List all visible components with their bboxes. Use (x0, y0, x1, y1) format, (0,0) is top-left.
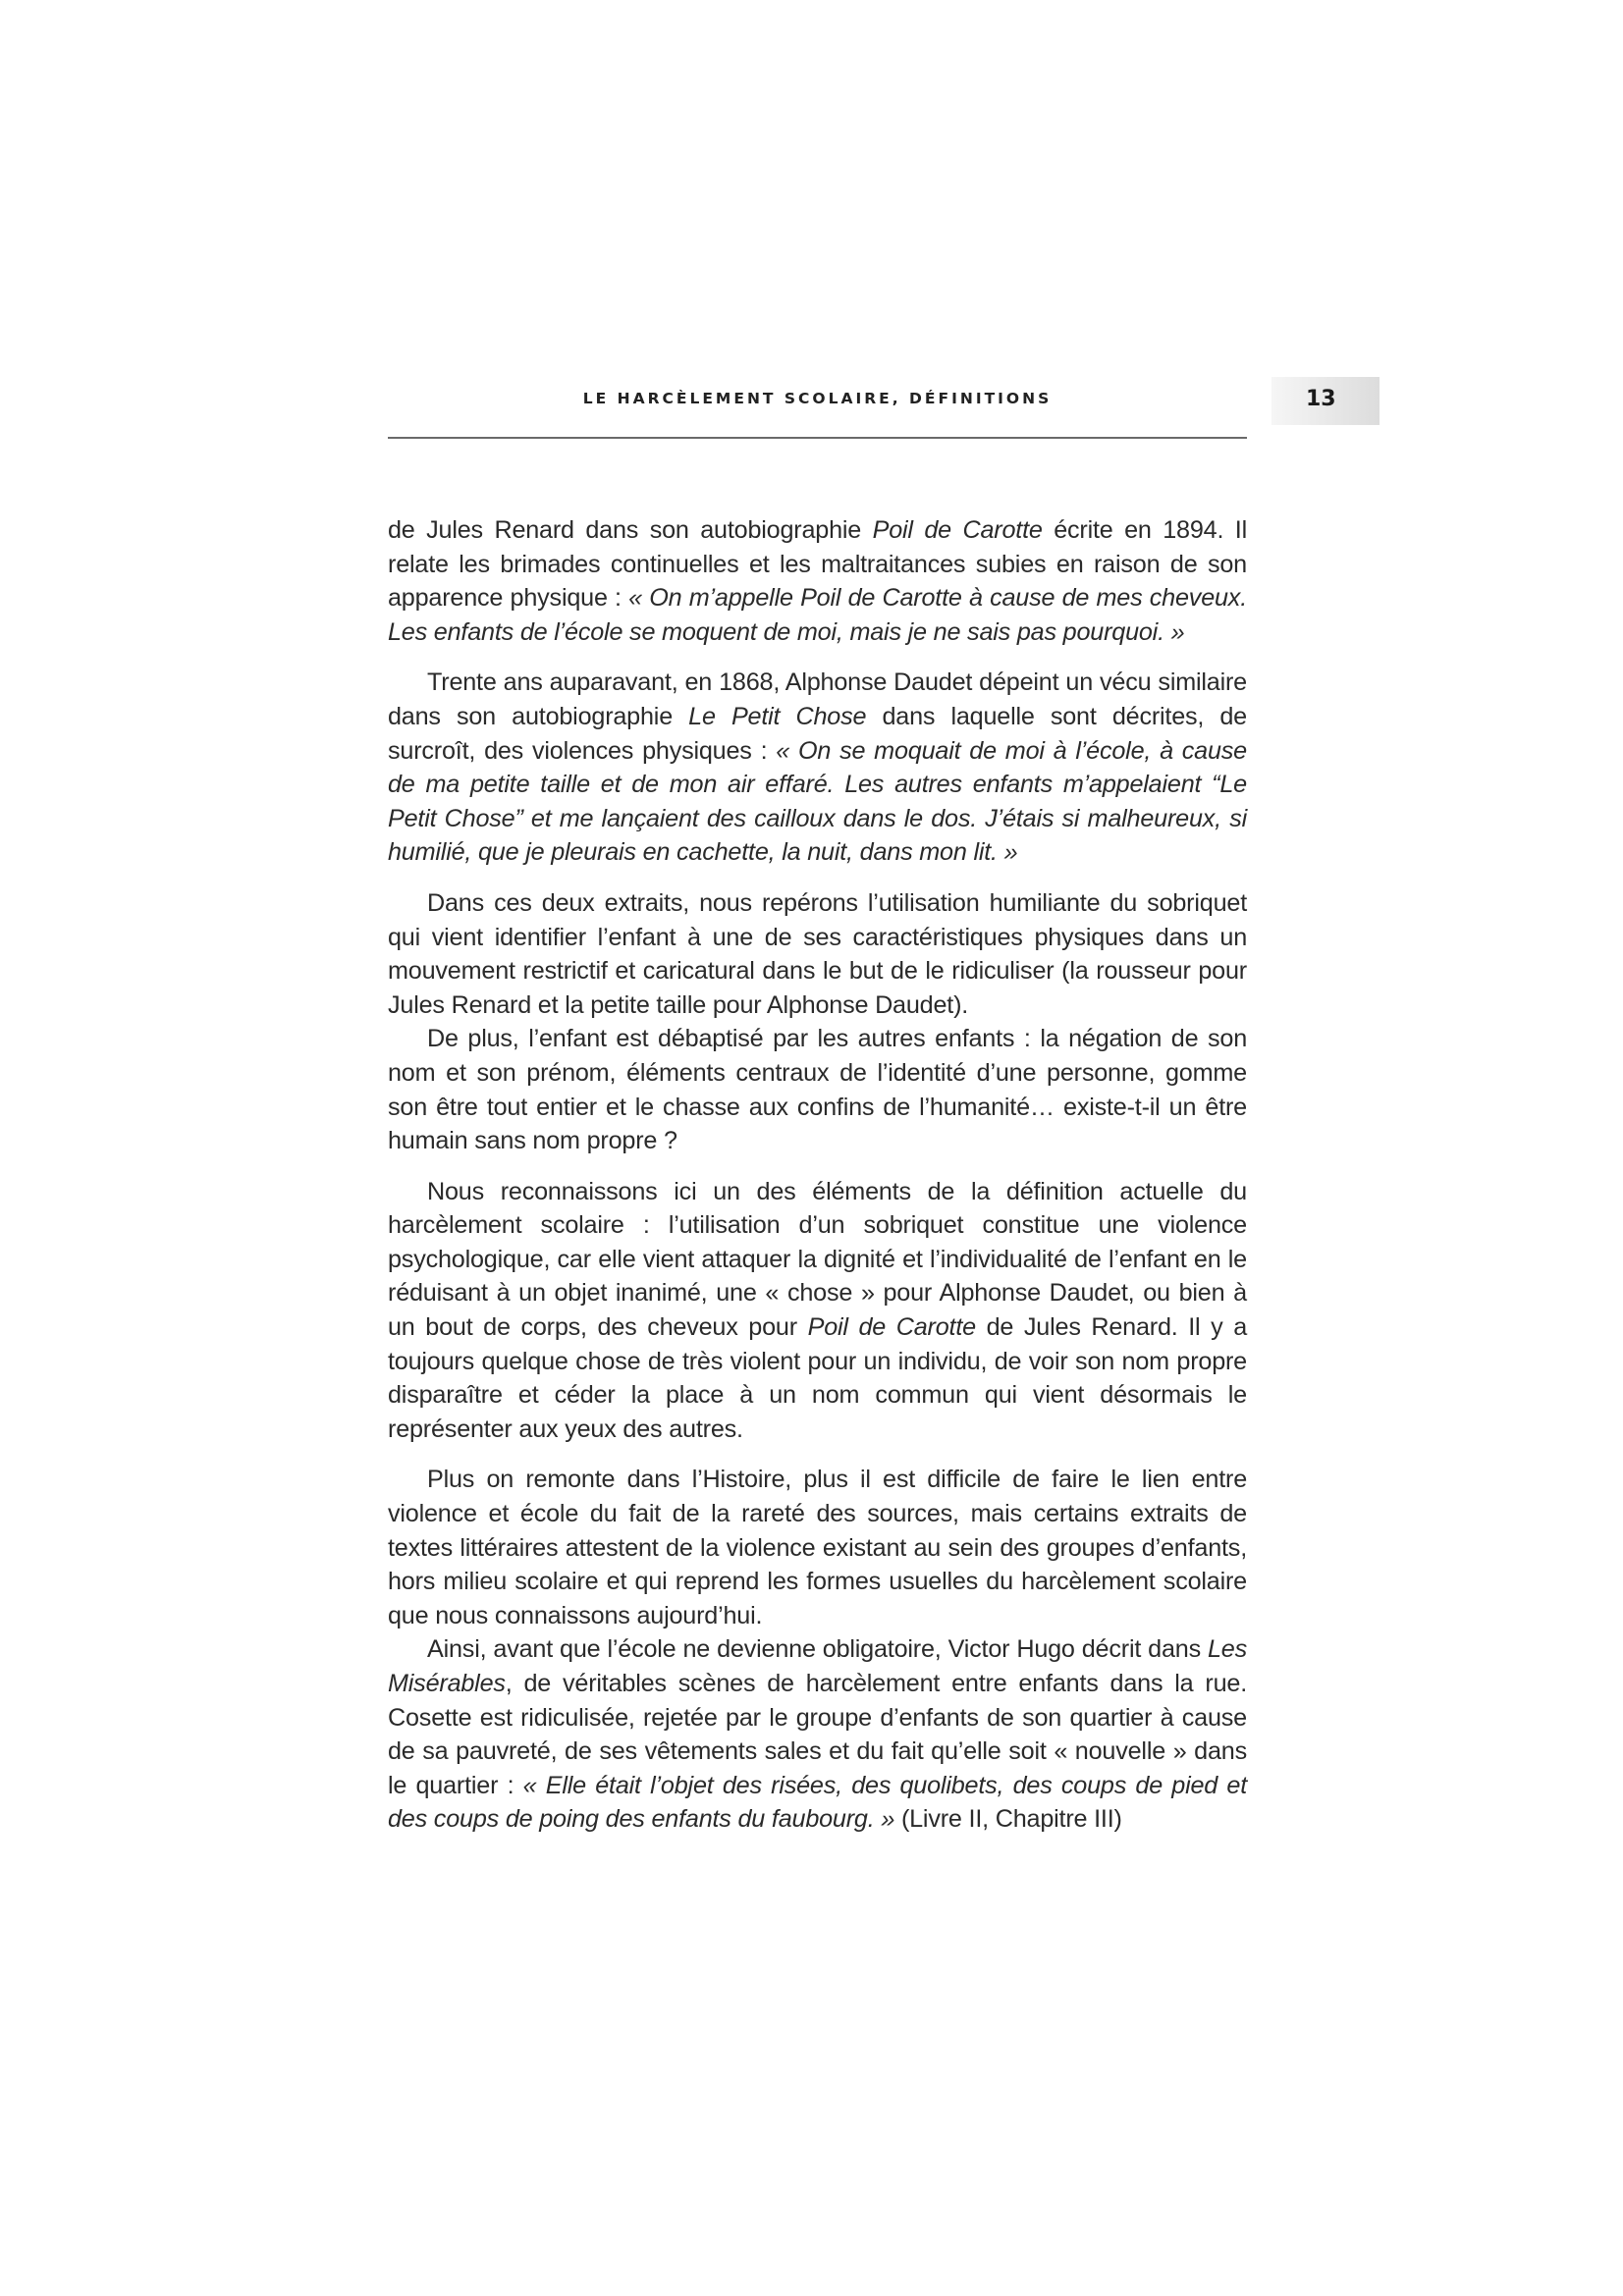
page-number: 13 (1306, 387, 1336, 411)
paragraph-5 (388, 1175, 1247, 1447)
paragraph-5-text-c: de Jules Renard. Il y a toujours quelque chose de très violent pour un individu, de voir son nom propre disparaître et céder la place à un nom commun qui vient désormais le représenter aux yeux des autres. (388, 1313, 1248, 1443)
quote-daudet: « On se moquait de moi à l’école, à cause de ma petite taille et de mon air effaré. Les autres enfants m’appelaient “Le Petit Chose” et me lançaient des cailloux dans le dos. J’étais si malheureux, si humilié, que je pleurais en cachette, la nuit, dans mon lit. » (388, 736, 1247, 867)
paragraph-4: De plus, l’enfant est débaptisé par les autres enfants : la négation de son nom et son prénom, éléments centraux de l’identité d’une personne, gomme son être tout entier et le chasse aux confins de l’humanité… existe-t-il un être humain sans nom propre ? (388, 1025, 1247, 1155)
paragraph-1-text-a: de Jules Renard dans son autobiographie (388, 516, 873, 544)
paragraph-6: Plus on remonte dans l’Histoire, plus il est difficile de faire le lien entre violence et école du fait de la rareté des sources, mais certains extraits de textes littéraires attestent de la violence existant au sein des groupes d’enfants, hors milieu scolaire et qui reprend les formes usuelles du harcèlement scolaire que nous connaissons aujourd’hui. (388, 1466, 1247, 1629)
paragraph-1 (388, 513, 1247, 649)
paragraph-7-text-c: , de véritables scènes de harcèlement entre enfants dans la rue. Cosette est ridiculisée, rejetée par le groupe d’enfants de son quartier à cause de sa pauvreté, de ses vêtements sales et du fait qu’elle soit « nouvelle » dans le quartier : (388, 1670, 1247, 1799)
paragraph-2 (388, 666, 1247, 870)
paragraph-2-text-a: Trente ans auparavant, en 1868, Alphonse Daudet dépeint un vécu similaire dans son autobiographie (388, 668, 1247, 730)
body-text (388, 513, 1247, 1837)
quote-renard: « On m’appelle Poil de Carotte à cause de mes cheveux. Les enfants de l’école se moquent de moi, mais je ne sais pas pourquoi. » (388, 584, 1247, 646)
paragraph-1-text-c: écrite en 1894. Il relate les brimades continuelles et les maltraitances subies en raison de son apparence physique : (388, 516, 1247, 613)
book-title-poil-de-carotte-2: Poil de Carotte (807, 1313, 976, 1342)
paragraph-7 (388, 1632, 1247, 1837)
header-rule (388, 437, 1247, 439)
citation-reference: (Livre II, Chapitre III) (894, 1805, 1122, 1834)
running-header-title: LE HARCÈLEMENT SCOLAIRE, DÉFINITIONS (582, 390, 1053, 407)
paragraph-7-text-a: Ainsi, avant que l’école ne devienne obligatoire, Victor Hugo décrit dans (427, 1635, 1208, 1664)
book-title-poil-de-carotte: Poil de Carotte (872, 516, 1043, 544)
paragraph-3: Dans ces deux extraits, nous repérons l’utilisation humiliante du sobriquet qui vient identifier l’enfant à une de ses caractéristiques physiques dans un mouvement restrictif et caricatural dans le but de le ridiculiser (la rousseur pour Jules Renard et la petite taille pour Alphonse Daudet). (388, 888, 1247, 1019)
quote-hugo: « Elle était l’objet des risées, des quolibets, des coups de pied et des coups de poing des enfants du faubourg. » (388, 1771, 1248, 1834)
paragraph-2-text-c: dans laquelle sont décrites, de surcroît, des violences physiques : (388, 702, 1247, 765)
paragraph-5-text-a: Nous reconnaissons ici un des éléments de la définition actuelle du harcèlement scolaire : l’utilisation d’un sobriquet constitue une violence psychologique, car elle vient attaquer la dignité et l’individualité de l’enfant en le réduisant à un objet inanimé, une « chose » pour Alphonse Daudet, ou bien à un bout de corps, des cheveux pour (388, 1177, 1247, 1342)
book-title-le-petit-chose: Le Petit Chose (688, 702, 867, 730)
book-title-les-miserables: Les Misérables (388, 1635, 1247, 1697)
